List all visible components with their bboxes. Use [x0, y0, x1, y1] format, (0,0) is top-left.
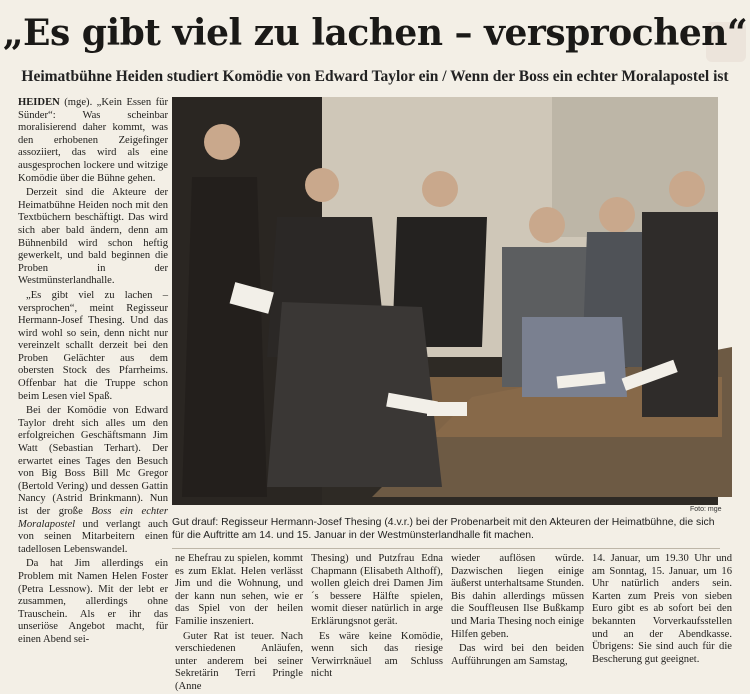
- paragraph: Thesing) und Putzfrau Edna Chapmann (Elisabeth Althoff), wollen gleich drei Damen Jim´s bessere Hälfte spielen, womit dieser natürlich in arge Erklärungsnot gerät.: [311, 553, 443, 627]
- article-column-5: [592, 553, 732, 683]
- article-column-3: [311, 553, 443, 683]
- rehearsal-photo: [172, 97, 718, 505]
- paragraph: wieder auflösen würde. Dazwischen liegen einige äußerst unterhaltsame Stunden. Bis dahin allerdings müssen die Souffleusen Ilse Bußkamp und Maria Thesing noch einige Hilfen geben.: [451, 553, 584, 640]
- paragraph: Da hat Jim allerdings ein Problem mit Namen Helen Foster (Petra Lessnow). Mit der lebt er zusammen, allerdings ohne Trauschein. Als er ihr das unseriöse Angebot macht, für einen Abend sei-: [18, 558, 168, 645]
- paragraph: (mge). „Kein Essen für Sünder“: Was scheinbar moralisierend daher kommt, was den erhobenen Zeigefinger assoziiert, das wird als eine ausgesprochen lockere und witzige Komödie über die Bühne gehen.: [18, 97, 168, 184]
- subheadline: Heimatbühne Heiden studiert Komödie von Edward Taylor ein / Wenn der Boss ein echter Moralapostel ist: [21, 68, 729, 85]
- paragraph: Es wäre keine Komödie, wenn sich das riesige Verwirrknäuel am Schluss nicht: [311, 630, 443, 680]
- paragraph-tail: und verlangt auch von seinen Mitarbeitern einen tadellosen Lebenswandel.: [18, 518, 168, 555]
- dateline: HEIDEN: [18, 97, 60, 108]
- paragraph: ne Ehefrau zu spielen, kommt es zum Eklat. Helen verlässt Jim und die Wohnung, und der kann nun sehen, wie er das Spiel von der heilen Familie inszeniert.: [175, 553, 303, 627]
- paragraph: Derzeit sind die Akteure der Heimatbühne Heiden noch mit den Textbüchern beschäftigt. Das wird sich aber bald ändern, denn am Bühnenbild wird schon heftig gewerkelt, und bald beginnen die Proben in der Westmünsterlandhalle.: [18, 187, 168, 287]
- photo-credit: Foto: mge: [690, 506, 722, 513]
- caption-divider: [172, 548, 720, 549]
- article-column-2: [175, 553, 303, 692]
- article-column-4: [451, 553, 584, 683]
- italic-phrase: Boss ein echter Moralapostel: [18, 506, 168, 530]
- paragraph: 14. Januar, um 19.30 Uhr und am Sonntag, 15. Januar, um 16 Uhr natürlich anders sein. Karten zum Preis von sieben Euro gibt es ab sofort bei den bekannten Vorverkaufsstellen und an der Abendkasse. Übrigens: Sie sind auch für die Bescherung gut geeignet.: [592, 553, 732, 665]
- paragraph: Bei der Komödie von Edward Taylor dreht sich alles um den erfolgreichen Geschäftsmann Jim Watt (Sebastian Terhart). Der erwartet eines Tages den Besuch von Big Boss Bill Mc Gregor (Bertold Vering) und dessen Gattin Nancy (Astrid Brinkmann). Nun ist der große: [18, 405, 168, 517]
- paragraph: „Es gibt viel zu lachen – versprochen“, meint Regisseur Hermann-Josef Thesing. Und das wird wohl so sein, denn nicht nur vereinzelt schallt derzeit bei den Proben Gelächter aus dem obersten Stock des Pfarrheims. Offenbar hat die Truppe schon beim Lesen viel Spaß.: [18, 289, 168, 402]
- article-column-1: [18, 97, 168, 682]
- paragraph: Das wird bei den beiden Aufführungen am Samstag,: [451, 643, 584, 667]
- headline: „Es gibt viel zu lachen – versprochen“: [2, 12, 748, 54]
- photo-caption: Gut drauf: Regisseur Hermann-Josef Thesing (4.v.r.) bei der Probenarbeit mit den Akteuren der Heimatbühne, die sich für die Auftritte am 14. und 15. Januar in der Westmünsterlandhalle fit machen.: [172, 517, 715, 541]
- paragraph: Guter Rat ist teuer. Nach verschiedenen Anläufen, unter anderem bei seiner Sekretärin Terri Pringle (Anne: [175, 630, 303, 692]
